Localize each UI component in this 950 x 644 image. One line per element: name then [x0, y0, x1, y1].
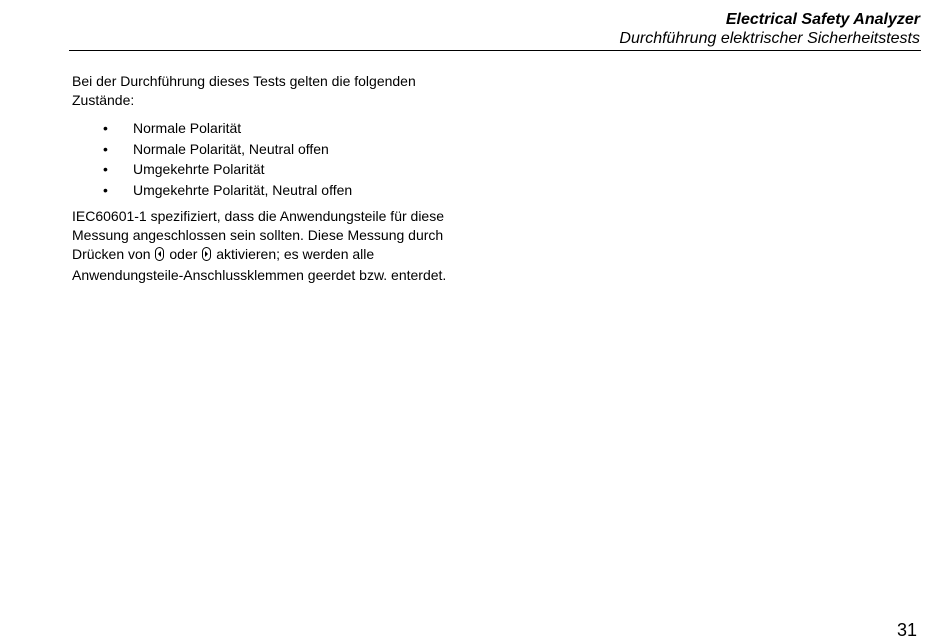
body-paragraph: [72, 207, 472, 285]
list-item: [72, 139, 472, 160]
header-divider: [69, 50, 921, 51]
list-item-text: Umgekehrte Polarität: [133, 161, 265, 177]
bullet-icon: •: [103, 140, 108, 157]
bullet-icon: •: [103, 120, 108, 136]
intro-paragraph: Bei der Durchführung dieses Tests gelten die folgenden Zustände:: [72, 73, 416, 108]
list-item-text: Normale Polarität, Neutral offen: [133, 140, 329, 157]
running-header: [619, 10, 920, 48]
conditions-list: [72, 118, 472, 200]
page-number: 31: [896, 620, 917, 640]
header-title: Electrical Safety Analyzer: [725, 11, 920, 28]
body-text-part1: IEC60601-1 spezifiziert, dass die Anwendungsteile für diese Messung angeschlossen sein sollten. Diese Messung durch Drücken von: [72, 208, 444, 262]
list-item: [72, 159, 472, 180]
header-subtitle: Durchführung elektrischer Sicherheitstests: [619, 30, 920, 47]
list-item: [72, 118, 472, 139]
list-item: [72, 180, 472, 201]
body-text-part3: aktivieren; es werden alle Anwendungsteile-Anschlussklemmen geerdet bzw. enterdet.: [72, 246, 447, 283]
body-text-part2: oder: [169, 246, 198, 262]
list-item-text: Umgekehrte Polarität, Neutral offen: [133, 181, 353, 198]
bullet-icon: •: [103, 161, 108, 177]
bullet-icon: •: [103, 181, 108, 198]
left-arrow-key-icon: [155, 247, 164, 266]
list-item-text: Normale Polarität: [133, 120, 242, 136]
right-arrow-key-icon: [202, 247, 211, 266]
page-content: [72, 72, 472, 285]
